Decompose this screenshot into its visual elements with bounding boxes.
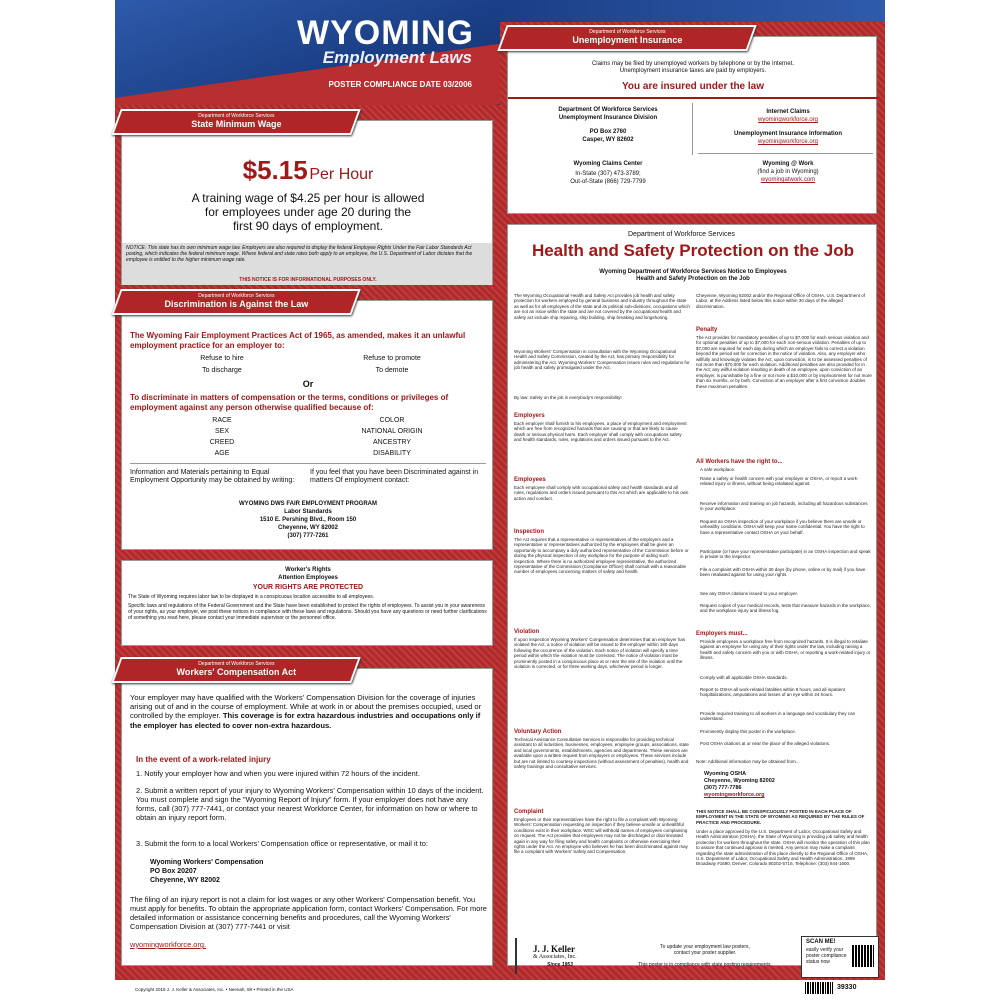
qr-code-icon[interactable]: [852, 945, 874, 967]
osha-contact-link[interactable]: wyomingworkforce.org: [704, 792, 765, 798]
osha-contact-3: (307) 777-7786: [704, 785, 742, 791]
scan-3: poster compliance: [806, 953, 847, 959]
compliance-date: POSTER COMPLIANCE DATE 03/2006: [328, 80, 472, 89]
osha-contact-1: Wyoming OSHA: [704, 771, 747, 777]
wc-address-2: PO Box 20207: [150, 868, 197, 875]
step-3: 3. Submit the form to a local Workers' Compensation office or representative, or mail it to:: [136, 839, 428, 848]
header-band: [500, 0, 885, 22]
workcomp-tab: [111, 657, 360, 683]
scan-me: SCAN ME!: [806, 939, 836, 945]
section-complaint-p: Employees or their representatives have the right to file a complaint with Wyoming Workers' Compensation requesting an inspection if they believe unsafe or unhealthful conditions exist in their workplace. WSC will withhold names of employees complaining on request. The Act provides that employees may not be discharged or discriminated again in any way for filing safety and health complaints or otherwise exercising their rights under the Act. An employee who believes he has been discriminated against may file a complaint with Workers' Safety and Compensation.: [514, 817, 688, 855]
keller-brand: J. J. Keller: [533, 944, 575, 954]
discrimination-tab: [111, 289, 360, 315]
section-voluntary-p: Technical Assistance Consultative Services is responsible for providing technical assistant to all industries, businesses, employees, employee groups, associations, state and local governments, establishments, agencies and departments. These services are available upon a written request from employers or employees. These services include but are not limited to courtesy inspections (without assessment of penalties), health and safety trainings and consultative services.: [514, 737, 689, 770]
dws-city: Cheyenne, WY 82002: [278, 525, 338, 531]
step-1: 1. Notify your employer how and when you were injured within 72 hours of the incident.: [136, 769, 420, 778]
worker-right-4: Request an OSHA inspection of your workplace if you believe there are unsafe or unhealthy conditions. OSHA will keep your name confidential. You have the right to have a representative contact OSHA on your behalf.: [700, 519, 865, 535]
minwage-unit: Per Hour: [309, 166, 374, 183]
section-violation-h: Violation: [514, 629, 540, 635]
basis-age: AGE: [214, 450, 230, 457]
osha-panel: [507, 224, 877, 966]
penalty-text: The Act provides for mandatory penalties of up to $7,000 for each serious violation and for optional penalties of up to $7,000 for each non-serious violation. Penalties of up to $7,000 are required for each day during which an employer fails to correct a violation beyond the period set for correction in the notice of violation. Also, any employer who willfully and knowingly violates the Act, upon conviction, is to be assessed penalties of not more than $70,000 for each violation. Additional penalties are also provided for in the Act; any willful violation resulting in death of an employee, upon conviction of an employer, is punishable by a fine or not more a $10,000 or by imprisonment for not more than six months, or by both. Conviction of an employer after a first conviction doubles these maximum penalties.: [696, 335, 872, 389]
worker-right-7: See any OSHA citations issued to your employer.: [700, 591, 799, 596]
minwage-info-only: THIS NOTICE IS FOR INFORMATIONAL PURPOSES ONLY.: [239, 277, 377, 283]
workcomp-intro: [130, 693, 488, 730]
osha-conspicuous: THIS NOTICE SHALL BE CONSPICUOUSLY POSTED IN EACH PLACE OF EMPLOYMENT IN THE STATE OF WYOMING AS REQUIRED BY THE RULES OF PRACTICE AND PROCEDURE.: [696, 809, 865, 825]
work-injury-heading: In the event of a work-related injury: [136, 755, 271, 764]
employer-must-4: Provide required training to all workers in a language and vocabulary they can understand.: [700, 711, 856, 722]
rights-subtitle: Attention Employees: [278, 575, 338, 581]
section-voluntary-h: Voluntary Action: [514, 729, 562, 735]
wyoming-at-work-label: Wyoming @ Work: [762, 161, 814, 167]
footer-copyright: Copyright 2016 J. J. Keller & Associates, Inc. • Neenah, WI • Printed in the USA: [135, 987, 294, 992]
rights-p1: The State of Wyoming requires labor law to be displayed in a conspicuous location accessible to all employees.: [128, 594, 375, 600]
fepa-text: The Wyoming Fair Employment Practices Act of 1965, as amended, makes it an unlawful employment practice for an employer to:: [130, 331, 466, 350]
worker-right-8: Request copies of your medical records, tests that measure hazards in the workplace, and the workplace injury and illness log.: [700, 603, 871, 614]
training-wage-1: A training wage of $4.25 per hour is allowed: [191, 191, 425, 205]
footer-compliance: This poster is in compliance with state posting requirements.: [638, 962, 772, 968]
ui-info-label: Unemployment Insurance Information: [733, 131, 842, 137]
basis-race: RACE: [212, 417, 232, 424]
workers-right-heading: All Workers have the right to...: [696, 459, 783, 465]
rights-p2: Specific laws and regulations of the Federal Government and the State have been established to protect the rights of employees. To assist you in your awareness of your rights, as your employer, we post these notices in compliance with these laws and regulations. Should you have any questions or need further clarifications of something you read here, please contact your immediate supervisor or the personnel office.: [128, 603, 487, 621]
section-employers-p: Each employer shall furnish to his employees, a place of employment and employment which are free from recognized hazards that are causing or that are likely to cause death or serious physical harm. Each employer shall comply with occupations safety and health standards, rules, regulations and orders issued pursuant to the Act.: [514, 421, 687, 443]
osha-note: Note: Additional information may be obtained from...: [696, 759, 800, 764]
ui-info-link[interactable]: wyomingworkforce.org: [757, 139, 819, 145]
osha-contact-2: Cheyenne, Wyoming 82002: [704, 778, 775, 784]
keller-since: Since 1953: [547, 962, 573, 968]
footer-update-1: To update your employment law posters,: [660, 944, 750, 950]
header-state: WYOMING: [297, 14, 474, 52]
poster: [115, 0, 885, 980]
worker-right-1: A safe workplace.: [700, 467, 736, 472]
osha-subtitle-2: Health and Safety Protection on the Job: [636, 276, 750, 282]
section-complaint-h: Complaint: [514, 809, 544, 815]
keller-logo-icon: [515, 938, 527, 974]
workcomp-dept: Department of Workforce Services: [198, 661, 275, 667]
or-label: Or: [302, 379, 314, 389]
workcomp-title: Workers' Compensation Act: [176, 667, 297, 677]
workers-comp-panel: [121, 661, 493, 966]
osha-intro: The Wyoming Occupational Health and Safety Act provides job health and safety protection for workers employed by general business and industry throughout the state as well as for all employees of the state and its political sub-divisions, occupations which are not an issue within the state and are not covered by the occupational health and safety act include ship repairing, ship building, ship breaking and longshoring.: [514, 293, 690, 320]
employer-must-5: Prominently display this poster in the workplace.: [700, 729, 797, 734]
act-demote: To demote: [375, 367, 409, 374]
wyoming-at-work-link[interactable]: wyomingatwork.com: [760, 177, 816, 183]
workcomp-link[interactable]: wyomingworkforce.org.: [130, 940, 206, 949]
claims-center: Wyoming Claims Center: [573, 161, 643, 167]
section-employers-h: Employers: [514, 413, 545, 419]
osha-subtitle-1: Wyoming Department of Workforce Services Notice to Employees: [599, 269, 787, 275]
keller-brand2: & Associates, Inc.: [533, 954, 577, 960]
dws-fair-employment: WYOMING DWS FAIR EMPLOYMENT PROGRAM: [239, 501, 377, 507]
minwage-rate: [122, 155, 494, 189]
basis-disability: DISABILITY: [373, 450, 411, 457]
section-inspection-h: Inspection: [514, 529, 545, 535]
act-refuse-hire: Refuse to hire: [200, 355, 244, 362]
osha-bylaw: By law: Safety on the job is everybody's responsibility!: [514, 395, 622, 400]
employer-must-2: Comply with all applicable OSHA standards.: [700, 675, 788, 680]
training-wage-2: for employees under age 20 during the: [204, 205, 412, 219]
training-wage-3: first 90 days of employment.: [232, 219, 384, 233]
minwage-dept: Department of Workforce Services: [198, 113, 275, 119]
poster-header: [115, 0, 500, 105]
basis-color: COLOR: [379, 417, 405, 424]
employer-must-6: Post OSHA citations at or near the place of the alleged violations.: [700, 741, 831, 746]
penalty-heading: Penalty: [696, 327, 718, 333]
ui-office-line2: Unemployment Insurance Division: [558, 115, 658, 121]
internet-claims-link[interactable]: wyomingworkforce.org: [757, 117, 819, 123]
worker-right-6: File a complaint with OSHA within 30 days (by phone, online or by mail) if you have been retaliated against for using your rights.: [700, 567, 866, 578]
worker-right-3: Receive information and training on job hazards, including all hazardous substances in your workplace.: [700, 501, 868, 512]
unemployment-panel: [507, 29, 877, 214]
scan-box[interactable]: [801, 936, 879, 978]
scan-2: easily verify your: [806, 947, 844, 953]
minwage-amount: $5.15: [242, 155, 308, 185]
dws-address: 1510 E. Pershing Blvd., Room 150: [259, 517, 357, 523]
workcomp-intro-text: Your employer may have qualified with the Workers' Compensation Division for the coverage of injuries arising out of and in the course of employment. While at work in or about the premises occupied, used or controlled by the employer.: [130, 693, 482, 721]
act-discharge: To discharge: [202, 367, 242, 374]
workcomp-closing: The filing of an injury report is not a claim for lost wages or any other Workers' Compensation benefit. You must apply for benefits. To obtain the appropriate application form, contact Workers' Compensation. For more detailed information or assistance concerning benefits and procedures, call the Wyoming Workers' Compensation Division at (307) 777-7441 or visit: [130, 895, 487, 931]
footer-update-2: contact your poster supplier.: [673, 950, 737, 956]
footer-code: 39330: [837, 984, 857, 991]
basis-sex: SEX: [214, 428, 229, 435]
unemployment-intro1: Claims may be filed by unemployed workers by telephone or by the Internet.: [591, 61, 795, 67]
discrimination-panel: [121, 293, 493, 550]
osha-federal: Under a place approved by the U.S. Department of Labor, Occupational Safety and Health Administration (OSHA), the State of Wyoming is providing job safety and health protection for workers throughout the state. OSHA will monitor the operation of this plan to assure that continued approval is merited. Any person may make a complaint regarding the state administration of this place directly to the Regional Office of OSHA, U.S. Department of Labor, Occupational Safety and Health Administration, 1999 Broadway #1690, Denver, Colorado 80202-5716, Telephone: (303) 844-1600.: [696, 829, 870, 867]
step-2: 2. Submit a written report of your injury to Wyoming Workers' Compensation within 10 days of the incident. You must complete and sign the "Wyoming Report of Injury" form. If your employer does not have any forms, call (307) 777-7441, or contact your nearest Workforce Center, for information on how or where to obtain an injury report form.: [136, 786, 484, 822]
labor-standards: Labor Standards: [284, 509, 332, 515]
claims-outstate: Out-of-State (866) 729-7799: [570, 179, 646, 185]
barcode-icon: [805, 982, 833, 994]
employer-must-1: Provide employees a workplace free from recognized hazards. It is illegal to retaliate against an employee for using any of their rights under the law, including raising a health and safety concern with you or with OSHA, or reporting a work-related injury or illness.: [700, 639, 871, 661]
section-employees-h: Employees: [514, 477, 546, 483]
wyoming-at-work-note: (find a job in Wyoming): [757, 169, 819, 175]
unemployment-title: Unemployment Insurance: [572, 35, 683, 45]
minimum-wage-panel: [121, 113, 493, 285]
employer-must-3: Report to OSHA all work-related fatalities within 8 hours, and all inpatient hospitalizations, amputations and losses of an eye within 24 hours.: [700, 687, 845, 698]
header-subtitle: Employment Laws: [322, 48, 472, 67]
discrimination-dept: Department of Workforce Services: [198, 293, 275, 299]
terms-text: To discriminate in matters of compensation or the terms, conditions or privileges of employment against any person otherwise qualified because of:: [130, 393, 449, 412]
claims-instate: In-State (307) 473-3789;: [575, 171, 641, 177]
internet-claims-label: Internet Claims: [766, 109, 810, 115]
minwage-tab: [111, 109, 360, 135]
worker-right-2: Raise a safety or health concern with your employer or OSHA, or report a work-related injury or illness, without being retaliated against.: [700, 476, 859, 487]
worker-right-5: Participate (or have your representative participate) in an OSHA inspection and speak in private to the inspector.: [700, 549, 871, 560]
osha-right-intro: Cheyenne, Wyoming 82002 and/or the Regional Office of OSHA, U.S. Department of Labor, at the Address listed below this notice within 30 days of the alleged discrimination.: [696, 293, 865, 309]
unemployment-intro2: Unemployment insurance taxes are paid by employers.: [619, 68, 767, 74]
unemployment-dept: Department of Workforce Services: [589, 29, 666, 35]
discrimination-title: Discrimination is Against the Law: [164, 299, 309, 309]
osha-intro2: Wyoming Workers' Compensation in consultation with the Wyoming Occupational Health and Safety Commission, created by the Act, has primary responsibility for administering the Act. Wyoming Workers' Compensation issues rules and regulations for job health and safety promulgated under the Act.: [514, 349, 690, 371]
rights-protected: YOUR RIGHTS ARE PROTECTED: [252, 584, 364, 591]
minwage-title: State Minimum Wage: [191, 119, 282, 129]
section-employees-p: Each employee shall comply with occupational safety and health standards and all rules, regulations and orders issued pursuant to this Act which are applicable to his own action and conduct.: [514, 485, 689, 501]
basis-ancestry: ANCESTRY: [373, 439, 411, 446]
workers-rights-panel: [121, 560, 493, 646]
osha-dept: Department of Workforce Services: [628, 231, 735, 238]
section-inspection-p: The Act requires that a representative or representatives of the employers and a representative or representatives authorized by the employees shall be given an opportunity to accompany a duly authorized representative of the Commission before or during the physical inspection of any workplace for the purpose of aiding such inspection. Where there is no authorized employee representative, the authorized representative of the Commission (Compliance Officer) shall consult with a reasonable number of employees concerning matters of safety and health.: [514, 537, 689, 575]
discriminated-contact-text: If you feel that you have been Discriminated against in matters Of employment contact:: [310, 469, 479, 484]
minwage-notice: NOTICE: This state has its own minimum wage law. Employers are also required to display the federal Employee Rights Under the Fair Labor Standards Act posting, which indicates the federal minimum wage. Where federal and state rates both apply to an employee, the U.S. Department of Labor dictates that the employee is entitled to the higher minimum wage rate.: [126, 245, 473, 263]
insured-heading: You are insured under the law: [621, 81, 765, 92]
wc-address-3: Cheyenne, WY 82002: [150, 877, 220, 884]
basis-creed: CREED: [209, 439, 235, 446]
section-violation-p: If upon inspection Wyoming Workers' Compensation determines that an employer has violated the Act, a notice of violation will be issued to the employer within 180 days following the occurrence of the violation. Each notice of violation will specify a time period within which the violation must be corrected. The notice of violation must be prominently posted in a conspicuous place at or near the site of the violation until the violation is corrected, or for three working days, whichever period is longer.: [514, 637, 686, 670]
unemployment-tab: [497, 25, 756, 51]
act-refuse-promote: Refuse to promote: [363, 355, 421, 362]
ui-office-line1: Department Of Workforce Services: [558, 107, 658, 113]
ui-office-line4: Casper, WY 82602: [582, 137, 634, 143]
wc-address-1: Wyoming Workers' Compensation: [150, 859, 264, 866]
basis-national-origin: NATIONAL ORIGIN: [361, 428, 423, 435]
eeo-info-text: Information and Materials pertaining to Equal Employment Opportunity may be obtained by writing:: [130, 469, 295, 484]
dws-phone: (307) 777-7261: [287, 533, 329, 539]
employers-must-heading: Employers must...: [696, 631, 748, 637]
workcomp-intro-bold: This coverage is for extra hazardous industries and occupations only if the employer has elected to cover non-extra hazardous.: [130, 711, 481, 730]
rights-title: Worker's Rights: [285, 567, 331, 573]
osha-title: Health and Safety Protection on the Job: [531, 241, 855, 260]
scan-4: status now: [806, 959, 830, 965]
ui-office-line3: PO Box 2760: [589, 129, 627, 135]
